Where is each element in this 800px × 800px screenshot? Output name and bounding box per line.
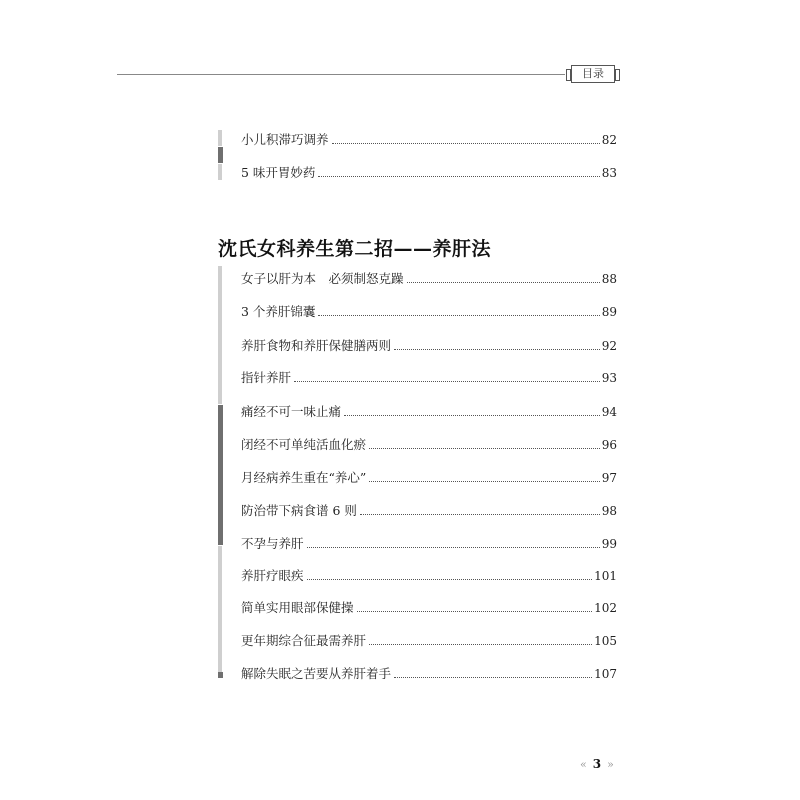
toc-entry-title: 月经病养生重在“养心” — [241, 470, 367, 485]
toc-entry-title: 痛经不可一味止痛 — [241, 404, 342, 419]
toc-entry-title: 3 个养肝锦囊 — [241, 304, 316, 319]
toc-entry-title: 指针养肝 — [241, 370, 292, 385]
leader-dots — [369, 644, 592, 645]
page-number: 3 — [592, 757, 602, 771]
toc-entry-page: 93 — [601, 371, 617, 385]
leader-dots — [369, 448, 600, 449]
toc-entry[interactable] — [241, 499, 617, 519]
toc-entry[interactable] — [241, 629, 617, 649]
toc-entry-page: 102 — [594, 601, 617, 615]
leader-dots — [369, 481, 599, 482]
section-title: 沈氏女科养生第二招——养肝法 — [218, 238, 492, 260]
toc-entry[interactable] — [241, 400, 617, 420]
left-ornament-icon: « — [580, 758, 587, 771]
leader-dots — [394, 349, 600, 350]
toc-entry[interactable] — [241, 532, 617, 552]
page-footer — [580, 757, 614, 771]
toc-entry-title: 不孕与养肝 — [241, 536, 304, 551]
toc-entry-title: 解除失眠之苦要从养肝着手 — [241, 666, 392, 681]
toc-entry[interactable] — [241, 596, 617, 616]
toc-entry-title: 养肝疗眼疾 — [241, 568, 304, 583]
toc-entry[interactable] — [241, 564, 617, 584]
toc-entry[interactable] — [241, 161, 617, 181]
leader-dots — [360, 514, 600, 515]
toc-entry[interactable] — [241, 267, 617, 287]
toc-entry[interactable] — [241, 466, 617, 486]
marker-bar — [218, 266, 222, 404]
toc-entry-title: 5 味开胃妙药 — [241, 165, 316, 180]
toc-entry-page: 97 — [601, 471, 617, 485]
toc-entry-page: 88 — [601, 272, 617, 286]
toc-entry-page: 94 — [601, 405, 617, 419]
leader-dots — [294, 381, 600, 382]
leader-dots — [318, 176, 599, 177]
toc-entry[interactable] — [241, 334, 617, 354]
marker-bar-end — [218, 672, 223, 678]
toc-entry-title: 女子以肝为本 必须制怒克躁 — [241, 271, 404, 286]
toc-entry-title: 防治带下病食谱 6 则 — [241, 503, 357, 518]
toc-entry-title: 闭经不可单纯活血化瘀 — [241, 437, 367, 452]
toc-entry[interactable] — [241, 128, 617, 148]
toc-entry-title: 小儿积滞巧调养 — [241, 132, 329, 147]
leader-dots — [332, 143, 600, 144]
toc-entry-page: 105 — [594, 634, 617, 648]
toc-entry-title: 简单实用眼部保健操 — [241, 600, 354, 615]
toc-entry[interactable] — [241, 433, 617, 453]
toc-entry-page: 82 — [601, 133, 617, 147]
toc-entry-page: 101 — [594, 569, 617, 583]
toc-entry-page: 96 — [601, 438, 617, 452]
toc-entry-page: 89 — [601, 305, 617, 319]
leader-dots — [394, 677, 592, 678]
marker-bar — [218, 546, 222, 672]
leader-dots — [344, 415, 600, 416]
toc-entry-title: 养肝食物和养肝保健膳两则 — [241, 338, 392, 353]
toc-entry[interactable] — [241, 662, 617, 682]
leader-dots — [307, 547, 600, 548]
toc-entry-page: 99 — [601, 537, 617, 551]
toc-entry-page: 92 — [601, 339, 617, 353]
marker-bar-active — [218, 147, 223, 163]
toc-entry-title: 更年期综合征最需养肝 — [241, 633, 367, 648]
toc-entry-page: 107 — [594, 667, 617, 681]
marker-bar — [218, 130, 222, 146]
right-ornament-icon: » — [607, 758, 614, 771]
leader-dots — [407, 282, 600, 283]
header-rule — [117, 74, 565, 75]
marker-bar-active — [218, 405, 223, 545]
toc-entry-page: 98 — [601, 504, 617, 518]
toc-entry[interactable] — [241, 366, 617, 386]
toc-header-label: 目录 — [571, 65, 615, 83]
toc-entry-page: 83 — [601, 166, 617, 180]
marker-bar — [218, 164, 222, 180]
toc-entry[interactable] — [241, 300, 617, 320]
leader-dots — [318, 315, 599, 316]
leader-dots — [357, 611, 593, 612]
leader-dots — [307, 579, 593, 580]
